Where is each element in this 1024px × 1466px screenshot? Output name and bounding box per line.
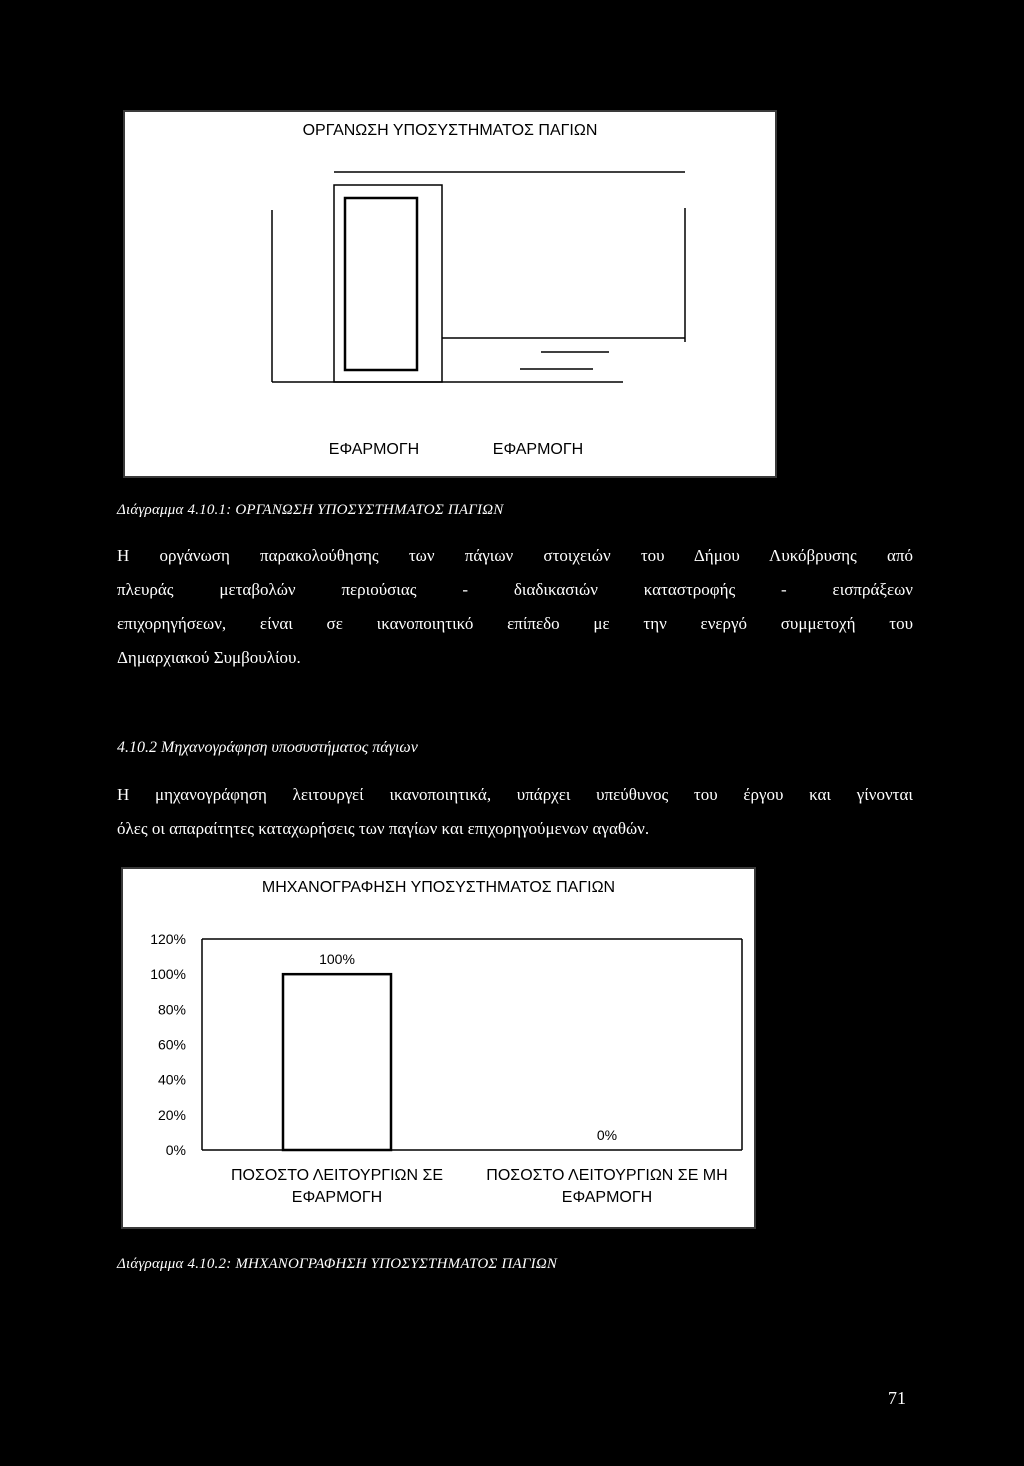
- chart1-title: ΟΡΓΑΝΩΣΗ ΥΠΟΣΥΣΤΗΜΑΤΟΣ ΠΑΓΙΩΝ: [302, 122, 598, 139]
- chart2-category-label: ΠΟΣΟΣΤΟ ΛΕΙΤΟΥΡΓΙΩΝ ΣΕ ΜΗ: [486, 1167, 728, 1184]
- paragraph-organization: [117, 539, 913, 675]
- chart-organization: [123, 110, 777, 478]
- chart2-category-label: ΕΦΑΡΜΟΓΗ: [291, 1189, 383, 1206]
- chart1-bar-inner: [345, 198, 417, 370]
- chart2-data-label: 100%: [319, 951, 355, 968]
- caption-chart1: Διάγραμμα 4.10.1: ΟΡΓΑΝΩΣΗ ΥΠΟΣΥΣΤΗΜΑΤΟΣ ΠΑΓΙΩΝ: [117, 502, 504, 518]
- page-number: 71: [888, 1388, 906, 1408]
- chart1-bar-outer: [334, 185, 442, 382]
- chart1-category-label: ΕΦΑΡΜΟΓΗ: [492, 441, 584, 458]
- chart2-category-label: ΠΟΣΟΣΤΟ ΛΕΙΤΟΥΡΓΙΩΝ ΣΕ: [230, 1167, 444, 1184]
- chart1-plot: [125, 112, 775, 476]
- paragraph-line: επιχορηγήσεων, είναι σε ικανοποιητικό επίπεδο με την ενεργό συμμετοχή του: [117, 614, 913, 633]
- chart2-y-tick-label: 20%: [157, 1106, 186, 1123]
- chart2-y-tick-label: 40%: [157, 1071, 186, 1088]
- paragraph-line: Δημαρχιακού Συμβουλίου.: [117, 648, 301, 667]
- paragraph-line: πλευράς μεταβολών περιούσιας - διαδικασιών καταστροφής - εισπράξεων: [117, 580, 913, 599]
- paragraph-mechanization: [117, 778, 913, 846]
- section-heading: 4.10.2 Μηχανογράφηση υποσυστήματος πάγιων: [117, 739, 418, 756]
- chart2-y-tick-label: 0%: [165, 1142, 186, 1158]
- chart2-y-tick-label: 100%: [150, 966, 186, 983]
- chart-mechanization: [121, 867, 756, 1229]
- paragraph-line: Η οργάνωση παρακολούθησης των πάγιων στοιχειών του Δήμου Λυκόβρυσης από: [117, 546, 913, 565]
- chart2-y-tick-label: 60%: [157, 1036, 186, 1053]
- chart1-category-label: ΕΦΑΡΜΟΓΗ: [328, 441, 420, 458]
- chart2-data-label: 0%: [596, 1127, 618, 1143]
- chart2-bar: [283, 974, 391, 1150]
- chart2-category-label: ΕΦΑΡΜΟΓΗ: [561, 1189, 653, 1206]
- paragraph-line: όλες οι απαραίτητες καταχωρήσεις των παγίων και επιχορηγούμενων αγαθών.: [117, 819, 650, 838]
- chart2-y-tick-label: 120%: [150, 931, 186, 947]
- paragraph-line: Η μηχανογράφηση λειτουργεί ικανοποιητικά, υπάρχει υπεύθυνος του έργου και γίνονται: [117, 785, 913, 804]
- chart2-plot: [123, 869, 754, 1227]
- chart2-title: ΜΗΧΑΝΟΓΡΑΦΗΣΗ ΥΠΟΣΥΣΤΗΜΑΤΟΣ ΠΑΓΙΩΝ: [261, 879, 616, 896]
- caption-chart2: Διάγραμμα 4.10.2: ΜΗΧΑΝΟΓΡΑΦΗΣΗ ΥΠΟΣΥΣΤΗΜΑΤΟΣ ΠΑΓΙΩΝ: [117, 1256, 558, 1272]
- chart2-y-tick-label: 80%: [157, 1001, 186, 1018]
